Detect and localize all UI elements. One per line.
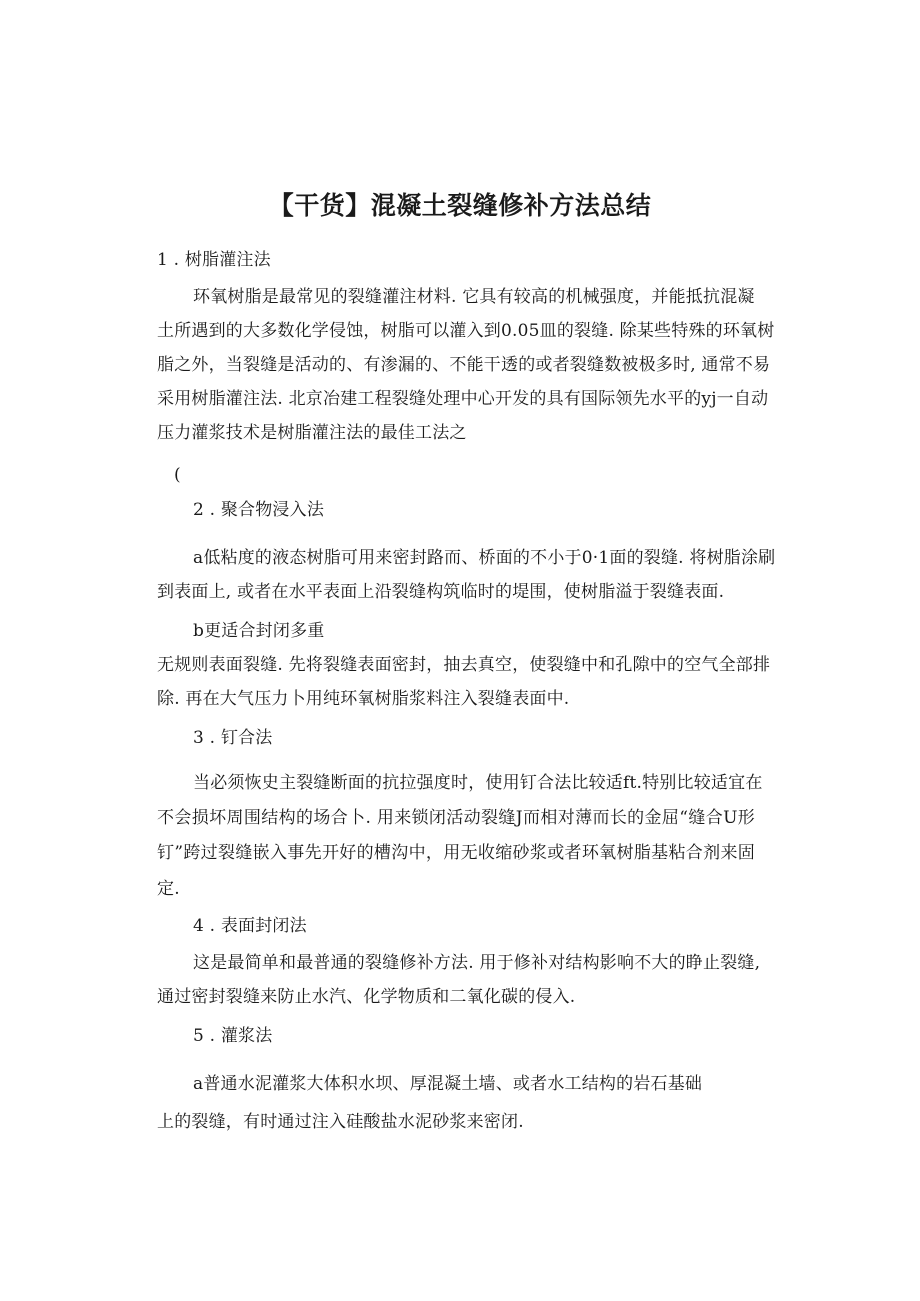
section-heading-2: 2 . 聚合物浸入法 xyxy=(193,500,325,520)
paragraph-line: b更适合封闭多重 xyxy=(193,621,325,641)
paragraph-line: 定. xyxy=(157,879,180,899)
paragraph-line: 除. 再在大气压力卜用纯环氧树脂浆料注入裂缝表面中. xyxy=(157,689,570,709)
paragraph-line: 通过密封裂缝来防止水汽、化学物质和二氧化碳的侵入. xyxy=(157,987,576,1007)
section-heading-4: 4 . 表面封闭法 xyxy=(193,916,307,936)
paragraph-line: 这是最简单和最普通的裂缝修补方法. 用于修补对结构影响不大的睁止裂缝, xyxy=(193,953,761,973)
paragraph-line: 采用树脂灌注法. 北京冶建工程裂缝处理中心开发的具有国际领先水平的yj一自动 xyxy=(157,389,769,409)
paragraph-line: a普通水泥灌浆大体积水坝、厚混凝土墙、或者水工结构的岩石基础 xyxy=(193,1074,703,1094)
stray-mark: ( xyxy=(174,465,181,485)
paragraph-line: 无规则表面裂缝. 先将裂缝表面密封，抽去真空，使裂缝中和孔隙中的空气全部排 xyxy=(157,655,771,675)
paragraph-line: 钉”跨过裂缝嵌入事先开好的槽沟中，用无收缩砂浆或者环氧树脂基粘合剂来固 xyxy=(157,843,755,863)
paragraph-line: 脂之外，当裂缝是活动的、有渗漏的、不能干透的或者裂缝数被极多时, 通常不易 xyxy=(157,355,771,375)
paragraph-line: a低粘度的液态树脂可用来密封路而、桥面的不小于0·1面的裂缝. 将树脂涂刷 xyxy=(193,548,776,568)
paragraph-line: 上的裂缝，有时通过注入硅酸盐水泥砂浆来密闭. xyxy=(157,1112,524,1132)
paragraph-line: 不会损坏周围结构的场合卜. 用来锁闭活动裂缝J而相对薄而长的金屈“缝合U形 xyxy=(157,808,755,828)
paragraph-line: 环氧树脂是最常见的裂缝灌注材料. 它具有较高的机械强度，并能抵抗混凝 xyxy=(193,287,755,307)
section-heading-3: 3 . 钉合法 xyxy=(193,728,273,748)
paragraph-line: 土所遇到的大多数化学侵蚀，树脂可以灌入到0.05皿的裂缝. 除某些特殊的环氧树 xyxy=(157,321,775,341)
section-heading-5: 5 . 灌浆法 xyxy=(193,1026,273,1046)
paragraph-line: 到表面上, 或者在水平表面上沿裂缝构筑临时的堤围，使树脂溢于裂缝表面. xyxy=(157,582,725,602)
section-heading-1: 1 . 树脂灌注法 xyxy=(157,250,271,270)
page-title: 【干货】混凝土裂缝修补方法总结 xyxy=(268,191,652,220)
paragraph-line: 压力灌浆技术是树脂灌注法的最佳工法之 xyxy=(157,423,467,443)
paragraph-line: 当必须恢史主裂缝断面的抗拉强度时，使用钉合法比较适ft.特别比较适宜在 xyxy=(193,773,763,793)
